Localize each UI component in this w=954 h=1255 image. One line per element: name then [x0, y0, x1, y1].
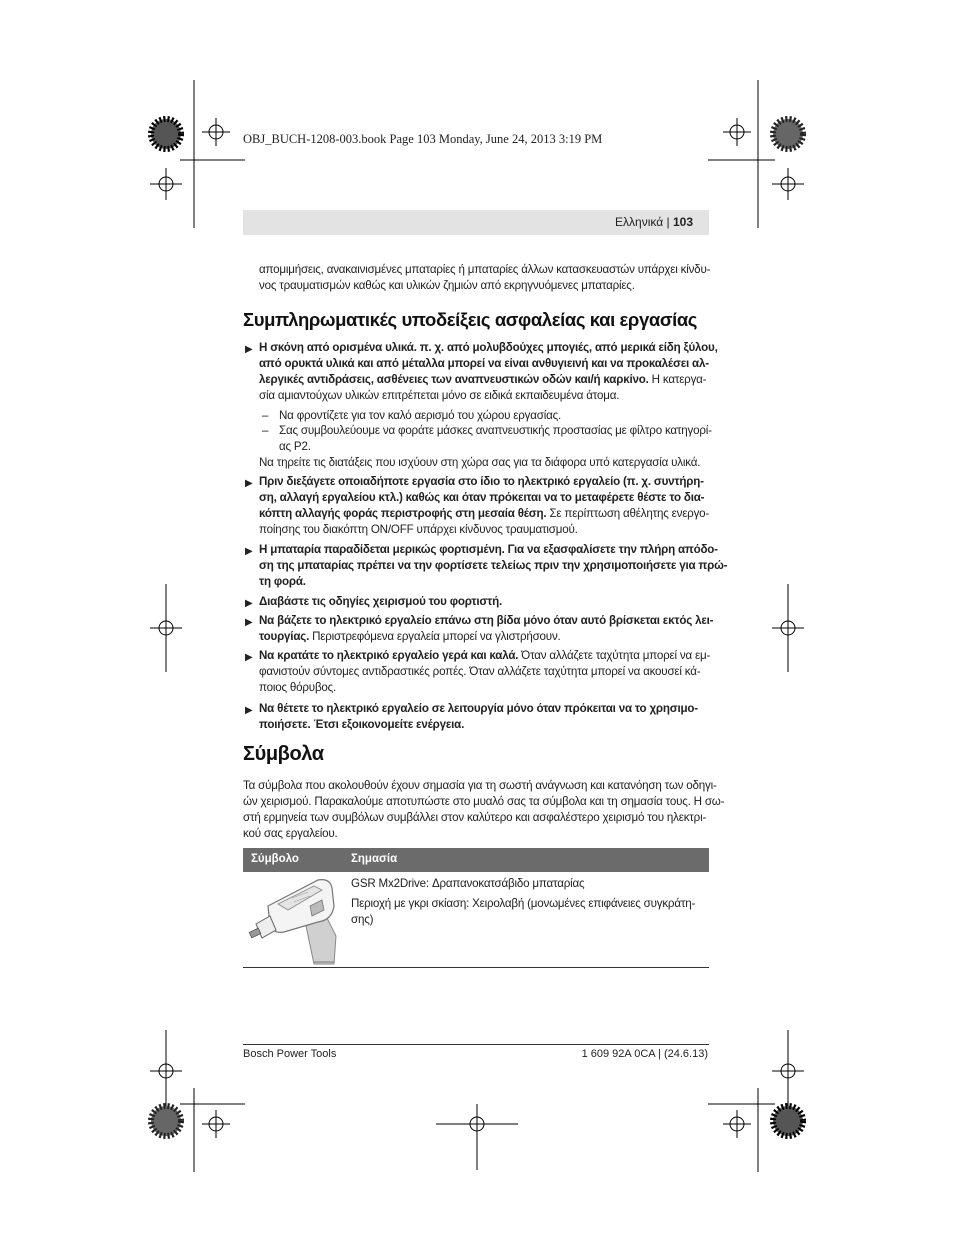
print-slug: OBJ_BUCH-1208-003.book Page 103 Monday, June 24, 2013 3:19 PM: [243, 132, 603, 146]
bullet-arrow-icon: ▶: [245, 705, 253, 716]
section-heading: Συμπληρωματικές υποδείξεις ασφαλείας και εργασίας: [243, 309, 698, 330]
bullet-arrow-icon: ▶: [245, 344, 253, 355]
column-header-meaning: Σημασία: [351, 853, 398, 865]
safety-item: Να θέτετε το ηλεκτρικό εργαλείο σε λειτουργία μόνο όταν πρόκειται να το χρησιμο- ποιήσετε. Έτσι εξοικονομείτε ενέργεια.: [259, 702, 698, 731]
safety-item: Η σκόνη από ορισμένα υλικά. π. χ. από μολυβδούχες μπογιές, από μερικά είδη ξύλου, από ορυκτά υλικά και από μέταλλα μπορεί να είναι ανθυγιεινή και να προκαλέσει αλ- λεργικές αντιδράσεις, ασθένειες των αναπνευστικών οδών και/ή καρκίνο. Η κατεργα- σία αμιαντούχων υλικών επιτρέπεται μόνο σε ειδικά εκπαιδευμένα άτομα.: [259, 341, 718, 402]
table-cell-meaning: GSR Mx2Drive: Δραπανοκατσάβιδο μπαταρίας Περιοχή με γκρι σκίαση: Χειρολαβή (μονωμένες επιφάνειες συγκράτη- σης): [351, 877, 696, 926]
bullet-arrow-icon: ▶: [245, 478, 253, 489]
dash-marker: –: [262, 424, 269, 437]
dash-marker: –: [262, 409, 269, 422]
footer-rule: [243, 1044, 709, 1045]
note-text: Να τηρείτε τις διατάξεις που ισχύουν στη χώρα σας για τα διάφορα υπό κατεργασία υλικά.: [259, 456, 701, 469]
table-header: [243, 848, 709, 872]
table-bottom-rule: [243, 967, 709, 968]
page-number: 103: [672, 215, 693, 229]
bullet-arrow-icon: ▶: [245, 652, 253, 663]
symbols-intro: Τα σύμβολα που ακολουθούν έχουν σημασία για τη σωστή ανάγνωση και κατανόηση των οδηγι- ών χειρισμού. Παρακαλούμε αποτυπώστε στο μυαλό σας τα σύμβολα και τη σημασία τους. Η σω- στή ερμηνεία των συμβόλων συμβάλλει στον καλύτερο και ασφαλέστερο χειρισμό του ηλεκτρι- κού σας εργαλείου.: [243, 779, 725, 840]
footer-brand: Bosch Power Tools: [243, 1048, 337, 1060]
section-heading: Σύμβολα: [243, 743, 324, 765]
intro-paragraph: απομιμήσεις, ανακαινισμένες μπαταρίες ή μπαταρίες άλλων κατασκευαστών υπάρχει κίνδυ- νος τραυματισμών καθώς και υλικών ζημιών από εκρηγνυόμενες μπαταρίες.: [259, 263, 711, 292]
footer-code: 1 609 92A 0CA | (24.6.13): [581, 1048, 708, 1060]
dash-item: Να φροντίζετε για τον καλό αερισμό του χώρου εργασίας.: [279, 409, 561, 422]
safety-item: Η μπαταρία παραδίδεται μερικώς φορτισμένη. Για να εξασφαλίσετε την πλήρη απόδο- ση της μπαταρίας πρέπει να την φορτίσετε τελείως πριν την χρησιμοποιήσετε για πρώ- τη φορά.: [259, 543, 728, 588]
header-language: Ελληνικά |: [615, 215, 670, 229]
safety-item: Διαβάστε τις οδηγίες χειρισμού του φορτιστή.: [259, 595, 502, 608]
bullet-arrow-icon: ▶: [245, 617, 253, 628]
safety-item: Πριν διεξάγετε οποιαδήποτε εργασία στο ίδιο το ηλεκτρικό εργαλείο (π. χ. συντήρη- ση, αλλαγή εργαλείου κτλ.) καθώς και όταν πρόκειται να το μεταφέρετε θέστε το δια- κόπτη αλλαγής φοράς περιστροφής στη μεσαία θέση. Σε περίπτωση αθέλητης ενεργο- ποίησης του διακόπτη ON/OFF υπάρχει κίνδυνος τραυματισμού.: [259, 475, 710, 536]
bullet-arrow-icon: ▶: [245, 598, 253, 609]
bullet-arrow-icon: ▶: [245, 546, 253, 557]
safety-item: Να κρατάτε το ηλεκτρικό εργαλείο γερά και καλά. Όταν αλλάζετε ταχύτητα μπορεί να εμ- φανιστούν σύντομες αντιδραστικές ροπές. Όταν αλλάζετε ταχύτητα μπορεί να ακουσεί κά- ποιος θόρυβος.: [259, 649, 711, 694]
column-header-symbol: Σύμβολο: [251, 853, 299, 865]
dash-item: Σας συμβουλεύουμε να φοράτε μάσκες αναπνευστικής προστασίας με φίλτρο κατηγορί- ας P2.: [279, 424, 712, 453]
running-header: [243, 210, 709, 235]
safety-item: Να βάζετε το ηλεκτρικό εργαλείο επάνω στη βίδα μόνο όταν αυτό βρίσκεται εκτός λει- τουργίας. Περιστρεφόμενα εργαλεία μπορεί να γλιστρήσουν.: [259, 614, 714, 643]
drill-driver-icon: [248, 876, 340, 966]
